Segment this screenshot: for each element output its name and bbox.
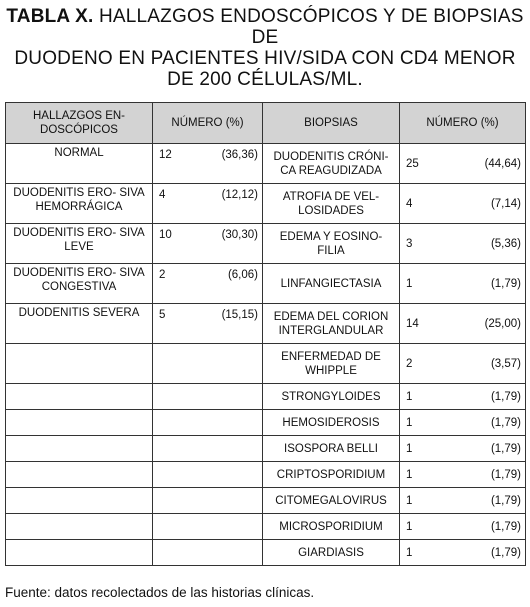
biopsia-count: 1 xyxy=(406,468,413,481)
biopsia-percent: (25,00) xyxy=(484,317,521,330)
hallazgo-cell xyxy=(6,344,153,384)
source-note: Fuente: datos recolectados de las historias clínicas. xyxy=(5,585,315,600)
hallazgo-cell: DUODENITIS ERO- SIVA HEMORRÁGICA xyxy=(6,184,153,224)
hallazgo-number-cell xyxy=(153,384,263,410)
biopsia-number-cell xyxy=(400,264,526,304)
table-row xyxy=(6,384,526,410)
biopsia-percent: (1,79) xyxy=(490,494,521,507)
hallazgo-percent: (6,06) xyxy=(227,269,258,281)
table-row xyxy=(6,514,526,540)
biopsia-count: 1 xyxy=(406,277,413,290)
biopsia-number-cell xyxy=(400,224,526,264)
hallazgo-cell xyxy=(6,540,153,566)
hallazgo-number-cell xyxy=(153,224,263,264)
biopsia-cell: ENFERMEDAD DE WHIPPLE xyxy=(263,344,400,384)
table-row xyxy=(6,184,526,224)
table-row xyxy=(6,410,526,436)
biopsia-percent: (1,79) xyxy=(490,416,521,429)
hallazgo-percent: (12,12) xyxy=(221,189,258,201)
hallazgo-count: 4 xyxy=(159,189,166,201)
table-row xyxy=(6,436,526,462)
biopsia-count: 4 xyxy=(406,197,413,210)
biopsia-cell: MICROSPORIDIUM xyxy=(263,514,400,540)
biopsia-count: 25 xyxy=(406,157,419,170)
hallazgo-cell: DUODENITIS ERO- SIVA LEVE xyxy=(6,224,153,264)
biopsia-number-cell xyxy=(400,344,526,384)
table-row xyxy=(6,264,526,304)
hallazgo-percent: (30,30) xyxy=(221,229,258,241)
header-biopsias: BIOPSIAS xyxy=(263,103,400,144)
hallazgo-count: 5 xyxy=(159,309,166,321)
hallazgo-cell: DUODENITIS SEVERA xyxy=(6,304,153,344)
biopsia-number-cell xyxy=(400,144,526,184)
biopsia-percent: (1,79) xyxy=(490,468,521,481)
title-line-1 xyxy=(0,6,530,48)
biopsia-count: 1 xyxy=(406,390,413,403)
biopsia-percent: (7,14) xyxy=(490,197,521,210)
hallazgo-count: 10 xyxy=(159,229,172,241)
biopsia-number-cell xyxy=(400,540,526,566)
table-row xyxy=(6,540,526,566)
biopsia-number-cell xyxy=(400,488,526,514)
header-hallazgos: HALLAZGOS EN- DOSCÓPICOS xyxy=(6,103,153,144)
biopsia-count: 1 xyxy=(406,416,413,429)
biopsia-number-cell xyxy=(400,184,526,224)
biopsia-cell: DUODENITIS CRÓNI- CA REAGUDIZADA xyxy=(263,144,400,184)
biopsia-percent: (3,57) xyxy=(490,357,521,370)
biopsia-cell: GIARDIASIS xyxy=(263,540,400,566)
title-line-2: DUODENO EN PACIENTES HIV/SIDA CON CD4 MENOR xyxy=(14,48,516,69)
biopsia-number-cell xyxy=(400,410,526,436)
table-title xyxy=(0,6,530,90)
table-row xyxy=(6,224,526,264)
biopsia-cell: HEMOSIDEROSIS xyxy=(263,410,400,436)
biopsia-percent: (1,79) xyxy=(490,277,521,290)
biopsia-number-cell xyxy=(400,384,526,410)
table-row xyxy=(6,144,526,184)
hallazgo-cell xyxy=(6,384,153,410)
table-row xyxy=(6,344,526,384)
header-numero-biopsias: NÚMERO (%) xyxy=(400,103,526,144)
biopsia-count: 1 xyxy=(406,442,413,455)
title-line-3: DE 200 CÉLULAS/ML. xyxy=(167,69,363,90)
hallazgo-cell xyxy=(6,410,153,436)
hallazgo-number-cell xyxy=(153,514,263,540)
hallazgo-number-cell xyxy=(153,410,263,436)
hallazgo-percent: (15,15) xyxy=(221,309,258,321)
biopsia-number-cell xyxy=(400,304,526,344)
hallazgo-cell xyxy=(6,436,153,462)
biopsia-cell: STRONGYLOIDES xyxy=(263,384,400,410)
hallazgo-cell: NORMAL xyxy=(6,144,153,184)
hallazgo-cell xyxy=(6,488,153,514)
biopsia-count: 1 xyxy=(406,494,413,507)
header-numero-hallazgos: NÚMERO (%) xyxy=(153,103,263,144)
biopsia-cell: CITOMEGALOVIRUS xyxy=(263,488,400,514)
hallazgo-number-cell xyxy=(153,264,263,304)
hallazgo-number-cell xyxy=(153,184,263,224)
findings-table xyxy=(5,102,526,566)
table-label: TABLA X. xyxy=(6,6,94,27)
biopsia-percent: (5,36) xyxy=(490,237,521,250)
table-row xyxy=(6,304,526,344)
biopsia-cell: EDEMA Y EOSINO- FILIA xyxy=(263,224,400,264)
biopsia-number-cell xyxy=(400,514,526,540)
table-row xyxy=(6,462,526,488)
biopsia-percent: (1,79) xyxy=(490,520,521,533)
hallazgo-percent: (36,36) xyxy=(221,149,258,161)
biopsia-count: 2 xyxy=(406,357,413,370)
hallazgo-cell: DUODENITIS ERO- SIVA CONGESTIVA xyxy=(6,264,153,304)
biopsia-count: 1 xyxy=(406,520,413,533)
hallazgo-count: 12 xyxy=(159,149,172,161)
hallazgo-number-cell xyxy=(153,436,263,462)
biopsia-count: 3 xyxy=(406,237,413,250)
biopsia-percent: (1,79) xyxy=(490,390,521,403)
biopsia-cell: EDEMA DEL CORION INTERGLANDULAR xyxy=(263,304,400,344)
biopsia-percent: (44,64) xyxy=(484,157,521,170)
biopsia-cell: ATROFIA DE VEL- LOSIDADES xyxy=(263,184,400,224)
hallazgo-number-cell xyxy=(153,344,263,384)
biopsia-cell: LINFANGIECTASIA xyxy=(263,264,400,304)
biopsia-number-cell xyxy=(400,462,526,488)
table-header-row xyxy=(6,103,526,144)
hallazgo-number-cell xyxy=(153,462,263,488)
title-text-1: HALLAZGOS ENDOSCÓPICOS Y DE BIOPSIAS DE xyxy=(98,6,524,48)
biopsia-cell: CRIPTOSPORIDIUM xyxy=(263,462,400,488)
biopsia-count: 1 xyxy=(406,546,413,559)
table-row xyxy=(6,488,526,514)
biopsia-count: 14 xyxy=(406,317,419,330)
hallazgo-number-cell xyxy=(153,540,263,566)
hallazgo-count: 2 xyxy=(159,269,166,281)
hallazgo-cell xyxy=(6,462,153,488)
biopsia-percent: (1,79) xyxy=(490,442,521,455)
hallazgo-number-cell xyxy=(153,488,263,514)
biopsia-percent: (1,79) xyxy=(490,546,521,559)
hallazgo-cell xyxy=(6,514,153,540)
hallazgo-number-cell xyxy=(153,304,263,344)
hallazgo-number-cell xyxy=(153,144,263,184)
biopsia-number-cell xyxy=(400,436,526,462)
biopsia-cell: ISOSPORA BELLI xyxy=(263,436,400,462)
table-body xyxy=(6,144,526,566)
